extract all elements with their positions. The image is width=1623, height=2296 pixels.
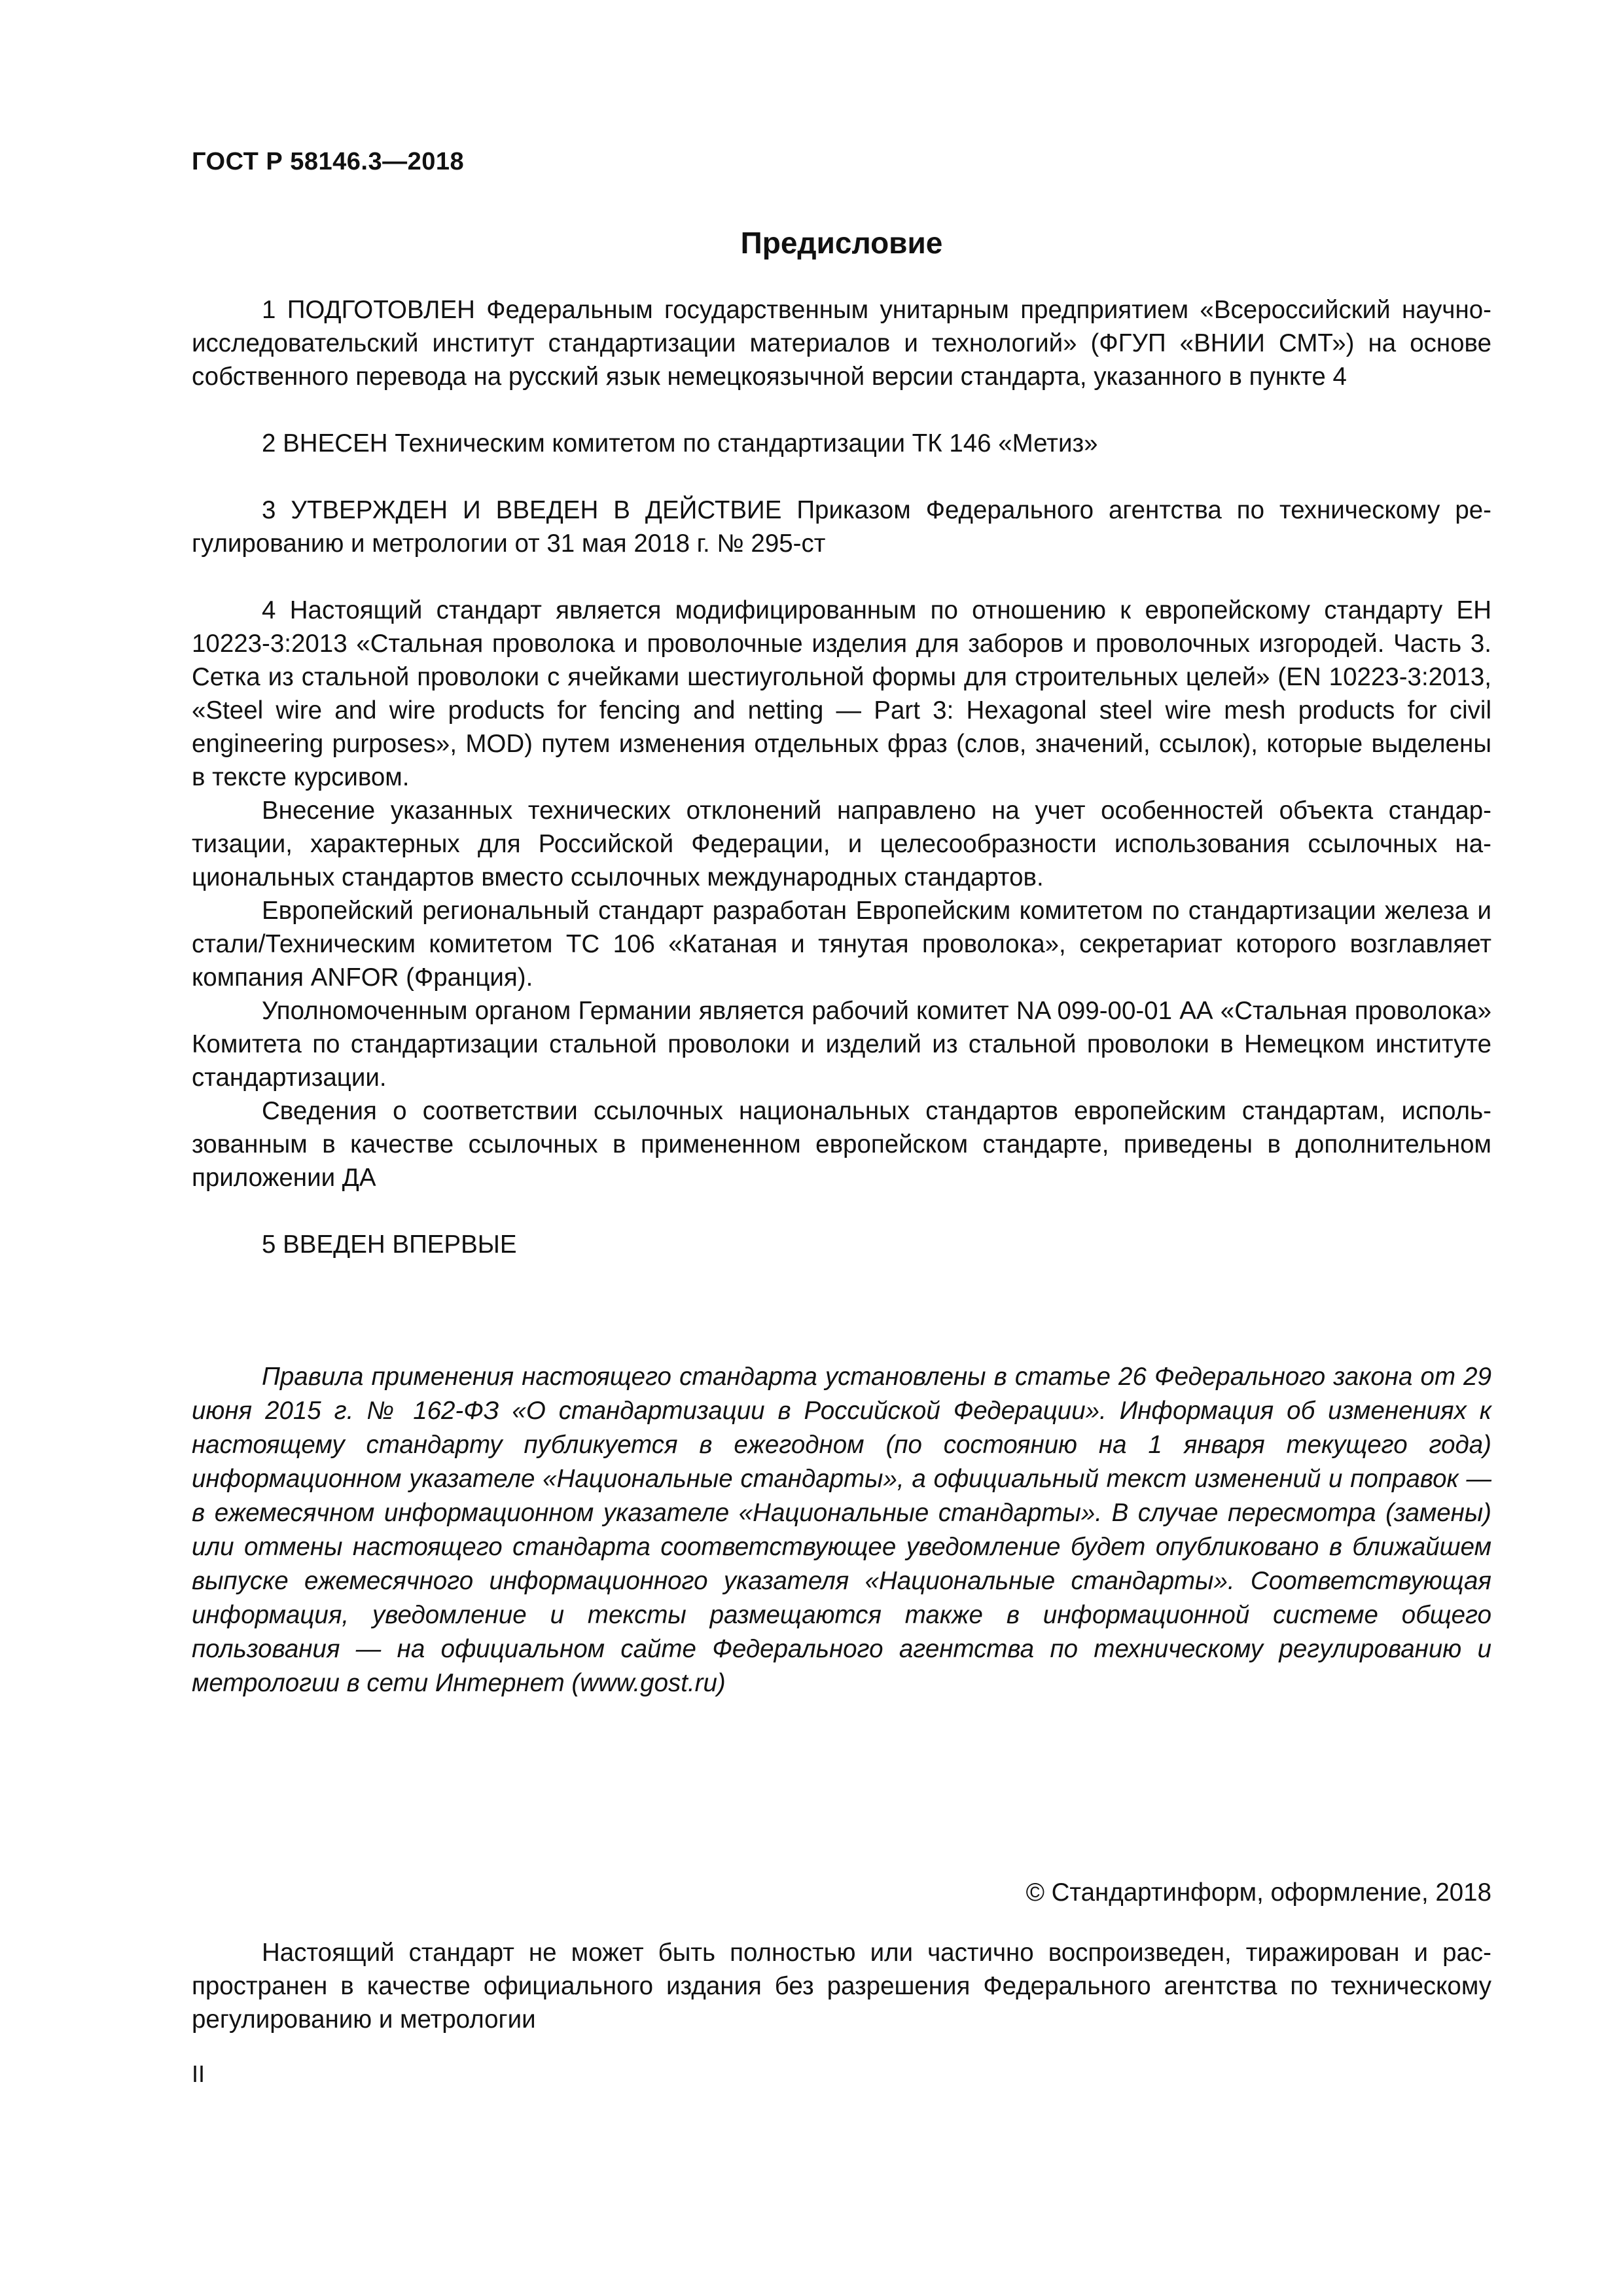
standard-code: ГОСТ Р 58146.3—2018: [192, 148, 465, 175]
item-4-references: Сведения о соответствии ссылочных национальных стандартов европейским стандартам, использованным в качестве ссылочных в примененном европейском стандарте, приведены в дополнительном приложении ДА: [192, 1097, 1491, 1192]
item-4-german-authority: Уполномоченным органом Германии является рабочий комитет NA 099-00-01 АА «Стальная проволока» Комитета по стандартизации стальной проволоки и изделий из стальной проволоки в Немецком институте стандартизации.: [192, 997, 1491, 1092]
item-2-introduced: 2 ВНЕСЕН Техническим комитетом по стандартизации ТК 146 «Метиз»: [262, 429, 1098, 457]
page-number: II: [192, 2060, 205, 2087]
item-1-prepared: 1 ПОДГОТОВЛЕН Федеральным государственным унитарным предприятием «Всероссийский научно-исследовательский институт стандартизации материалов и технологий» (ФГУП «ВНИИ СМТ») на основе собственного перевода на русский язык немецкоязычной версии стандарта, указанного в пункте 4: [192, 296, 1491, 391]
notice-text: Правила применения настоящего стандарта установлены в статье 26 Федерального закона от 29 июня 2015 г. № 162-ФЗ «О стандартизации в Российской Федерации». Информация об изменениях к настоящему стандарту публикуется в ежегодном (по состоянию на 1 января текущего года) информационном указателе «Национальные стандарты», а официальный текст изменений и поправок — в ежемесячном информационном указателе «Национальные стандарты». В случае пересмотра (замены) или отмены настоящего стандарта соответствующее уведомление будет опубликовано в ближайшем выпуске ежемесячного информационного указателя «Национальные стандарты». Соответствующая информация, уведомление и тексты размещаются также в информационной системе общего пользования — на официальном сайте Федерального агентства по техническому регулированию и метрологии в сети Интернет (www.gost.ru): [192, 1363, 1491, 1697]
item-4-european-standard: Европейский региональный стандарт разработан Европейским комитетом по стандартизации железа и стали/Техническим комитетом ТС 106 «Катаная и тянутая проволока», секретариат которого возглавляет компания ANFOR (Франция).: [192, 897, 1491, 992]
foreword-body: [192, 293, 1491, 1261]
rights-text: Настоящий стандарт не может быть полностью или частично воспроизведен, тиражирован и распространен в качестве официального издания без разрешения Федерального агентства по техническому регулированию и метрологии: [192, 1939, 1491, 2034]
item-5-first-introduced: 5 ВВЕДЕН ВПЕРВЫЕ: [262, 1230, 517, 1259]
item-4-modified: 4 Настоящий стандарт является модифицированным по отношению к европейскому стандарту ЕН 10223-3:2013 «Стальная проволока и проволочные изделия для заборов и проволочных изгородей. Часть 3. Сетка из стальной проволоки с ячейками шестиугольной формы для строительных целей» (EN 10223-3:2013, «Steel wire and wire products for fencing and netting — Part 3: Hexagonal steel wire mesh products for civil engineering purposes», MOD) путем изменения отдельных фраз (слов, значений, ссылок), которые выделены в тексте курсивом.: [192, 596, 1491, 791]
reproduction-rights: [192, 1936, 1491, 2036]
page-title: Предисловие: [740, 226, 943, 260]
item-4-deviations: Внесение указанных технических отклонений направлено на учет особенностей объекта стандартизации, характерных для Российской Федерации, и целесообразности использования ссылочных национальных стандартов вместо ссылочных международных стандартов.: [192, 797, 1491, 891]
copyright-line: © Стандартинформ, оформление, 2018: [1026, 1878, 1491, 1907]
application-rules-notice: [192, 1360, 1491, 1700]
item-3-approved: 3 УТВЕРЖДЕН И ВВЕДЕН В ДЕЙСТВИЕ Приказом Федерального агентства по техническому регулированию и метрологии от 31 мая 2018 г. № 295-ст: [192, 496, 1491, 558]
